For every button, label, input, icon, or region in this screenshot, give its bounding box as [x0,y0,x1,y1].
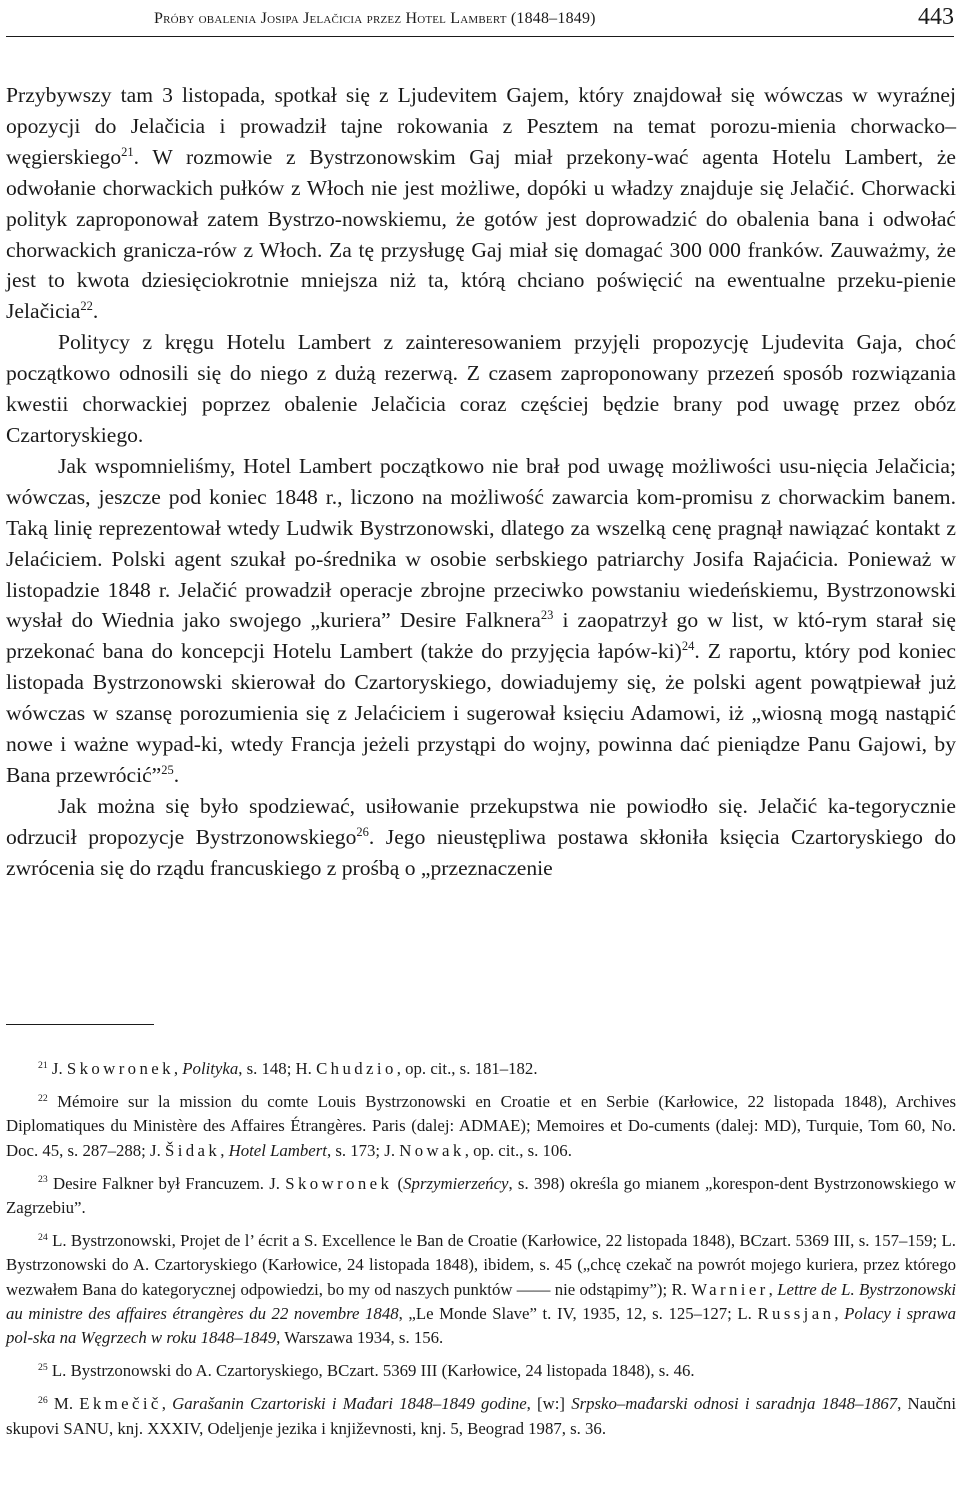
author-name: Skowronek [285,1173,393,1193]
text-run: Mémoire sur la mission du comte Louis Bystrzonowski en Croatie et en Serbie (Karłowice, 22 listopada 1848), Archives Diplomatiques du Ministère des Affaires Étrangères. Paris (dalej: ADMAE); Memoires et Do-cuments (dalej: MD), Turquie, Tom 60, No. Doc. 45, s. 287–288; J. [6,1092,956,1160]
text-run: . Z raportu, który pod koniec listopada Bystrzonowski skierował do Czartoryskiego, dowiadujemy się, że polski agent powątpiewał już wówczas w szansę porozumienia się z Jelaćiciem i sugerował księciu Adamowi, iż „wiosną mogą nastąpić nowe i ważne wypad-ki, wtedy Francja jeżeli przystąpi do wojny, powinna dać pieniądze Panu Gajowi, by Bana przewrócić” [6,639,956,787]
author-name: Šidak [164,1140,221,1160]
italic-title: Hotel Lambert [228,1140,327,1160]
footnote-ref: 22 [38,1092,48,1104]
author-name: Warnier [691,1279,769,1299]
header-rule [6,36,954,37]
footnote [6,1172,956,1220]
italic-title: Polityka [182,1059,239,1078]
text-run: Politycy z kręgu Hotelu Lambert z zainteresowaniem przyjęli propozycję Ljudevita Gaja, choć początkowo odnosili się do niego z dużą rezerwą. Z czasem zaproponowany przezeń sposób rozwiązania kwestii chorwackiej poprzez obalenie Jelačicia coraz częściej będzie brany pod uwagę przez obóz Czartoryskiego. [6,330,956,447]
footnote-ref: 24 [681,639,695,654]
text-run: Jak można się było spodziewać, usiłowanie przekupstwa nie powiodło się. Jelačić ka-tegorycznie odrzucił propozycje Bystrzonowskiego [6,793,956,849]
text-run: , [768,1279,778,1299]
body-text [6,80,956,884]
running-head [6,4,954,32]
footnotes [6,1057,956,1450]
footnote-ref: 26 [356,824,369,839]
italic-title: Garašanin Czartoriski i Mađari 1848–1849 godine [172,1394,527,1414]
footnote-ref: 21 [38,1059,48,1071]
text-run: , [w:] [526,1394,572,1414]
paragraph [6,80,956,327]
footnote [6,1359,956,1383]
footnote-ref: 22 [80,299,93,314]
text-run: , „Le Monde Slave” t. IV, 1935, 12, s. 125–127; L. [398,1303,758,1323]
text-run: , [173,1059,183,1078]
text-run: M. [47,1394,80,1414]
footnote-ref: 21 [121,144,134,159]
page-number: 443 [918,4,954,30]
text-run: . W rozmowie z Bystrzonowskim Gaj miał przekony-wać agenta Hotelu Lambert, że odwołanie chorwackich pułków z Włoch nie jest możliwe, dopóki u władzy znajduje się Jelačić. Chorwacki polityk zaproponował zatem Bystrzo-nowskiemu, że gotów jest doprowadzić do obalenia bana i odwołać chorwackich granicza-rów z Włoch. Za tę przysługę Gaj miał się domagać 300 000 franków. Zauważmy, że jest to kwota dziesięciokrotnie mniejsza niż ta, którą chciano poświęcić na ewentualne przeku-pienie Jelačicia [6,144,956,324]
text-run: Przybywszy tam 3 listopada, spotkał się z Ljudevitem Gajem, który znajdował się wówczas w wyraźnej opozycji do Jelačicia i prowadził tajne rokowania z Pesztem na temat porozu-mienia chorwacko–węgierskiego [6,83,956,169]
text-run: , Warszawa 1934, s. 156. [276,1328,444,1348]
running-title: Próby obalenia Josipa Jelačicia przez Hotel Lambert (1848–1849) [154,10,596,27]
text-run: , op. cit., s. 106. [464,1140,572,1160]
text-run: . [173,762,180,787]
paragraph [6,451,956,791]
text-run: L. Bystrzonowski do A. Czartoryskiego, BCzart. 5369 III (Karłowice, 24 listopada 1848), s. 46. [47,1361,695,1381]
text-run: i zaopatrzył go w list, w któ-rym starał się przekonać bana do koncepcji Hotelu Lambert (także do przyjęcia łapów-ki) [6,608,957,664]
paragraph [6,327,956,451]
footnote-ref: 23 [540,608,554,623]
paragraph [6,791,956,884]
author-name: Skowronek [66,1059,174,1078]
footnote [6,1392,956,1440]
footnote-ref: 25 [38,1361,48,1373]
text-run: Desire Falkner był Francuzem. J. [47,1173,286,1193]
author-name: Russjan [757,1303,835,1323]
italic-title: Polacy i sprawa pol-ska na Węgrzech w roku 1848–1849 [6,1303,956,1348]
italic-title: Sprzymierzeńcy [403,1173,509,1193]
text-run: L. Bystrzonowski, Projet de l’ écrit a S. Excellence le Ban de Croatie (Karłowice, 22 listopada 1848), BCzart. 5369 III, s. 157–159; L. Bystrzonowski do A. Czartoryskiego (Karłowice, 24 listopada 1848), ibidem, s. 45 („chcę czekač na powrót mojego kuriera, przez którego wezwałem Bana do kategorycznej odpowiedzi, bo my od naszych punktów —— nie odstąpimy”); R. [6,1231,956,1299]
text-run: , Naučni skupovi SANU, knj. XXXIV, Odeljenje jezika i književnosti, knj. 5, Beograd 1987, s. 36. [6,1394,956,1438]
italic-title: Lettre de L. Bystrzonowski au ministre des affaires étrangères du 22 novembre 1848 [6,1279,957,1323]
footnote-ref: 23 [38,1174,48,1186]
footnote-ref: 26 [38,1395,48,1407]
footnote-ref: 25 [161,762,174,777]
text-run: , s. 398) określa go mianem „korespon-dent Bystrzonowskiego w Zagrzebiu”. [6,1173,956,1218]
author-name: Nowak [399,1140,465,1160]
text-run: ( [392,1173,404,1193]
author-name: Ekmečič [79,1394,162,1414]
footnote-ref: 24 [38,1231,48,1243]
footnote [6,1090,956,1163]
footnote-rule [6,1024,154,1025]
text-run: , [161,1394,173,1414]
text-run: . Jego nieustępliwa postawa skłoniła księcia Czartoryskiego do zwrócenia się do rządu francuskiego z prośbą o „przeznaczenie [6,824,957,880]
footnote [6,1229,956,1350]
text-run: , [834,1303,845,1323]
text-run: , s. 148; H. [238,1059,317,1078]
footnote [6,1057,956,1081]
italic-title: Srpsko–mađarski odnosi i saradnja 1848–1867 [571,1394,898,1414]
text-run: , op. cit., s. 181–182. [396,1059,538,1078]
text-run: . [92,299,99,324]
text-run: J. [47,1059,67,1078]
author-name: Chudzio [316,1059,397,1078]
text-run: Jak wspomnieliśmy, Hotel Lambert początkowo nie brał pod uwagę możliwości usu-nięcia Jelačicia; wówczas, jeszcze pod koniec 1848 r., liczono na możliwość zawarcia kom-promisu z chorwackim banem. Taką linię reprezentował wtedy Ludwik Bystrzonowski, dlatego za wszelką cenę pragnął nawiązać kontakt z Jelaćiciem. Polski agent szukał po-średnika w osobie serbskiego patriarchy Josifa Rajaćicia. Ponieważ w listopadzie 1848 r. Jelačić prowadził operacje zbrojne przeciwko powstaniu wiedeńskiemu, Bystrzonowski wysłał do Wiednia jako swojego „kuriera” Desire Falknera [6,453,956,633]
text-run: , [220,1140,229,1160]
text-run: , s. 173; J. [326,1140,400,1160]
